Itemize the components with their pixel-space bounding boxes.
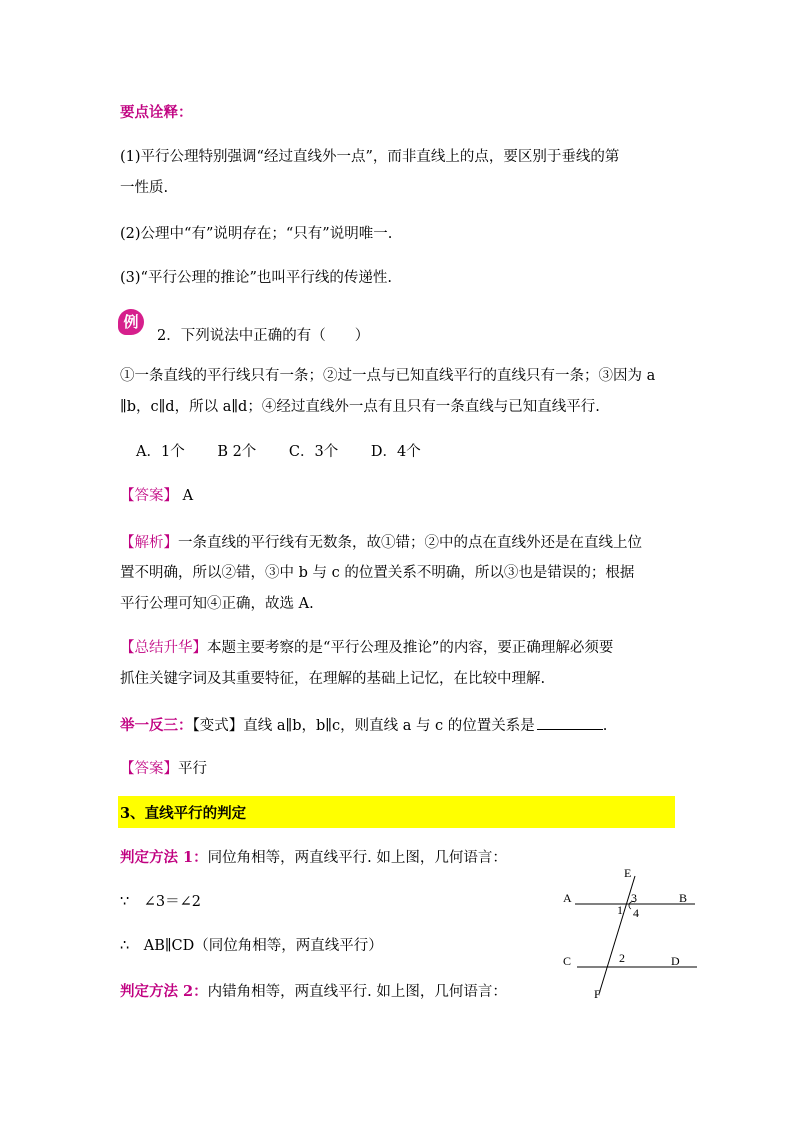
method-2-text: 内错角相等，两直线平行. 如上图，几何语言： bbox=[207, 984, 507, 1000]
method-1 bbox=[120, 848, 507, 868]
example-2-summary-line-2: 抓住关键字词及其重要特征，在理解的基础上记忆，在比较中理解. bbox=[120, 671, 546, 687]
example-2-analysis-line-2: 置不明确，所以②错，③中 b 与 c 的位置关系不明确，所以③也是错误的；根据 bbox=[120, 565, 635, 581]
variant-answer bbox=[120, 759, 207, 779]
label-a: A bbox=[563, 891, 572, 905]
example-2-statements-line-2: ∥b，c∥d，所以 a∥d；④经过直线外一点有且只有一条直线与已知直线平行. bbox=[120, 399, 600, 415]
summary-label: 【总结升华】 bbox=[120, 640, 207, 656]
option-a: A．1个 bbox=[136, 444, 185, 460]
summary-text-1: 本题主要考察的是“平行公理及推论”的内容，要正确理解必须要 bbox=[207, 640, 614, 656]
key-point-1-line-1: (1)平行公理特别强调“经过直线外一点”，而非直线上的点，要区别于垂线的第 bbox=[120, 149, 620, 165]
variant-question bbox=[120, 715, 607, 736]
parallel-lines-figure bbox=[555, 862, 705, 1004]
analysis-text-1: 一条直线的平行线有无数条，故①错；②中的点在直线外还是在直线上位 bbox=[178, 535, 642, 551]
answer-label: 【答案】 bbox=[120, 488, 178, 504]
example-badge-icon: 例 bbox=[118, 309, 144, 335]
option-b: B 2个 bbox=[217, 444, 257, 460]
label-angle-4: 4 bbox=[633, 906, 639, 920]
label-e: E bbox=[624, 866, 632, 880]
label-angle-1: 1 bbox=[617, 903, 623, 917]
label-angle-2: 2 bbox=[619, 951, 625, 965]
variant-answer-label: 【答案】 bbox=[120, 761, 178, 777]
transversal-ef bbox=[599, 876, 635, 994]
variant-tag: 【变式】 bbox=[192, 718, 244, 734]
key-points-title: 要点诠释： bbox=[120, 104, 193, 121]
label-d: D bbox=[671, 954, 680, 968]
analysis-label: 【解析】 bbox=[120, 535, 178, 551]
answer-blank bbox=[537, 715, 603, 730]
method-2 bbox=[120, 982, 507, 1002]
method-1-therefore: ∴ AB∥CD（同位角相等，两直线平行） bbox=[120, 938, 383, 954]
option-d: D．4个 bbox=[370, 444, 421, 460]
variant-text: 直线 a∥b，b∥c，则直线 a 与 c 的位置关系是 bbox=[243, 718, 535, 734]
section-3-header bbox=[118, 796, 675, 828]
method-2-label: 判定方法 2： bbox=[120, 983, 208, 1000]
example-2-options bbox=[136, 442, 449, 462]
example-2-question: 2．下列说法中正确的有（ ） bbox=[157, 328, 370, 344]
example-2-analysis-line-3: 平行公理可知④正确，故选 A. bbox=[120, 596, 314, 612]
method-1-since: ∵ ∠3＝∠2 bbox=[120, 894, 201, 910]
section-3-title: 3、直线平行的判定 bbox=[120, 805, 247, 822]
variant-label: 举一反三： bbox=[120, 717, 193, 734]
method-1-text: 同位角相等，两直线平行. 如上图，几何语言： bbox=[207, 850, 507, 866]
option-c: C．3个 bbox=[288, 444, 339, 460]
label-angle-3: 3 bbox=[631, 891, 637, 905]
key-point-2: (2)公理中“有”说明存在；“只有”说明唯一. bbox=[120, 226, 393, 242]
answer-value: A bbox=[182, 488, 194, 504]
label-b: B bbox=[679, 891, 688, 905]
label-f: F bbox=[594, 987, 601, 1001]
example-2-statements-line-1: ①一条直线的平行线只有一条；②过一点与已知直线平行的直线只有一条；③因为 a bbox=[120, 368, 656, 384]
example-2-analysis-line-1 bbox=[120, 533, 642, 553]
key-point-3: (3)“平行公理的推论”也叫平行线的传递性. bbox=[120, 270, 392, 286]
method-1-label: 判定方法 1： bbox=[120, 849, 208, 866]
variant-answer-value: 平行 bbox=[178, 761, 207, 777]
variant-text-end: . bbox=[602, 718, 608, 734]
example-2-answer bbox=[120, 486, 193, 506]
example-2-summary-line-1 bbox=[120, 638, 613, 658]
label-c: C bbox=[563, 954, 572, 968]
key-point-1-line-2: 一性质. bbox=[120, 180, 169, 196]
